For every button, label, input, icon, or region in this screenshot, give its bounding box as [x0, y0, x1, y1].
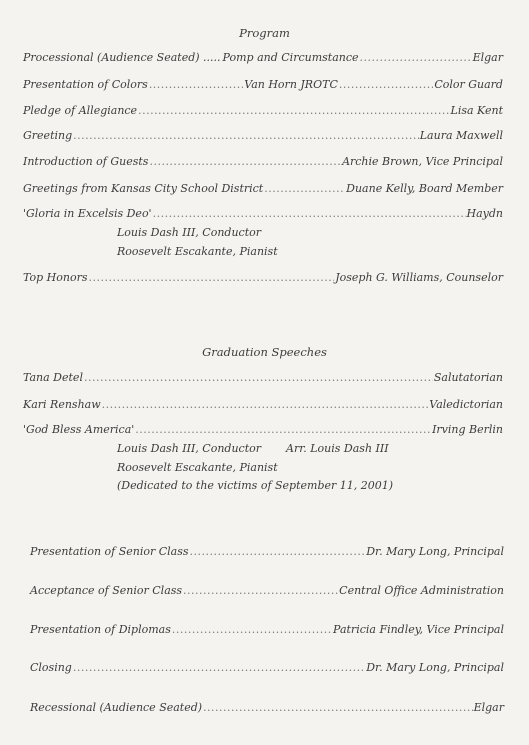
closing-item — [30, 623, 504, 637]
item-performer: Irving Berlin — [432, 423, 503, 436]
dedication-note: (Dedicated to the victims of September 11, 2001) — [117, 479, 394, 492]
dot-leader — [183, 584, 338, 598]
item-performer: Dr. Mary Long, Principal — [366, 545, 504, 558]
dot-leader — [73, 661, 365, 675]
dot-leader — [73, 129, 419, 143]
item-title: Top Honors — [23, 271, 88, 284]
speeches-heading: Graduation Speeches — [202, 345, 327, 359]
closing-item — [30, 584, 504, 598]
program-item — [23, 78, 503, 92]
dot-leader — [135, 423, 431, 437]
speech-item — [23, 371, 503, 385]
program-item — [23, 155, 503, 169]
item-performer: Color Guard — [434, 78, 503, 91]
item-title: Presentation of Colors — [23, 78, 148, 91]
closing-item — [30, 661, 504, 675]
item-performer: Laura Maxwell — [419, 129, 503, 142]
anthem-pianist: Roosevelt Escakante, Pianist — [117, 461, 278, 474]
dot-leader — [149, 155, 341, 169]
item-performer: Patricia Findley, Vice Principal — [333, 623, 504, 636]
item-performer: Haydn — [466, 207, 503, 220]
closing-item — [30, 701, 504, 715]
item-title: Greetings from Kansas City School District — [23, 182, 264, 195]
item-title: Closing — [30, 661, 72, 674]
closing-item — [30, 545, 504, 559]
item-title: Greeting — [23, 129, 73, 142]
gloria-pianist: Roosevelt Escakante, Pianist — [117, 245, 278, 258]
anthem-conductor: Louis Dash III, Conductor — [117, 442, 262, 455]
item-performer: Dr. Mary Long, Principal — [366, 661, 504, 674]
item-title: 'Gloria in Excelsis Deo' — [23, 207, 152, 220]
dot-leader — [339, 78, 433, 92]
item-performer: Valedictorian — [429, 398, 503, 411]
item-title: Presentation of Senior Class — [30, 545, 189, 558]
dot-leader — [88, 271, 334, 285]
dot-leader — [172, 623, 332, 637]
item-title: Processional (Audience Seated) ..... — [23, 51, 221, 64]
item-performer: Elgar — [472, 51, 503, 64]
dot-leader — [190, 545, 366, 559]
item-middle: Pomp and Circumstance — [222, 51, 359, 64]
item-performer: Elgar — [473, 701, 504, 714]
item-title: Pledge of Allegiance — [23, 104, 138, 117]
program-item — [23, 51, 503, 65]
dot-leader — [153, 207, 466, 221]
item-performer: Duane Kelly, Board Member — [346, 182, 503, 195]
item-title: Presentation of Diplomas — [30, 623, 171, 636]
item-title: 'God Bless America' — [23, 423, 135, 436]
program-heading: Program — [239, 26, 290, 40]
item-middle: Van Horn JROTC — [244, 78, 338, 91]
item-title: Kari Renshaw — [23, 398, 101, 411]
dot-leader — [84, 371, 433, 385]
dot-leader — [149, 78, 243, 92]
program-item — [23, 182, 503, 196]
speech-item — [23, 398, 503, 412]
item-title: Introduction of Guests — [23, 155, 149, 168]
dot-leader — [102, 398, 429, 412]
program-item — [23, 129, 503, 143]
program-item — [23, 207, 503, 221]
item-performer: Archie Brown, Vice Principal — [342, 155, 503, 168]
dot-leader — [360, 51, 472, 65]
item-title: Acceptance of Senior Class — [30, 584, 183, 597]
item-performer: Lisa Kent — [450, 104, 503, 117]
speech-item — [23, 423, 503, 437]
program-item — [23, 104, 503, 118]
dot-leader — [138, 104, 449, 118]
item-performer: Central Office Administration — [339, 584, 504, 597]
item-title: Tana Detel — [23, 371, 83, 384]
program-item — [23, 271, 503, 285]
item-performer: Salutatorian — [433, 371, 503, 384]
item-performer: Joseph G. Williams, Counselor — [335, 271, 503, 284]
gloria-conductor: Louis Dash III, Conductor — [117, 226, 262, 239]
dot-leader — [264, 182, 345, 196]
anthem-arranger: Arr. Louis Dash III — [286, 442, 389, 455]
dot-leader — [203, 701, 473, 715]
item-title: Recessional (Audience Seated) — [30, 701, 203, 714]
